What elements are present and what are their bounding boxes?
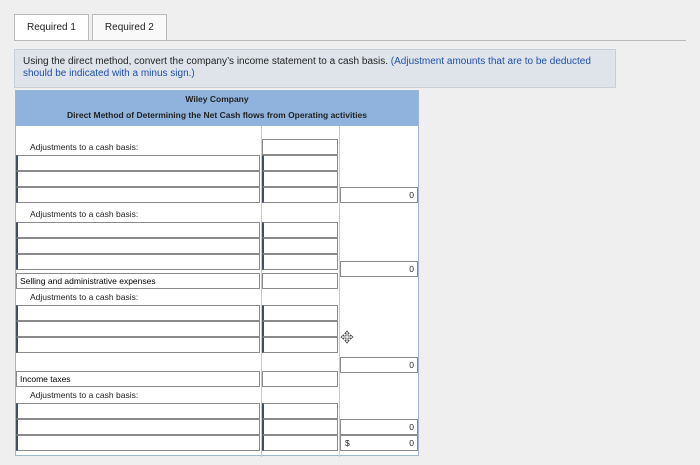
amount-input[interactable] [262, 273, 338, 289]
amount-input[interactable] [262, 171, 338, 187]
net-cash-total-cell [340, 435, 418, 451]
amount-input[interactable] [262, 139, 338, 155]
currency-symbol: $ [345, 438, 350, 448]
net-cash-total-value: 0 [409, 438, 414, 448]
table-row [16, 321, 418, 337]
account-input[interactable] [16, 321, 260, 337]
tab-required-2[interactable]: Required 2 [92, 14, 167, 41]
account-input[interactable] [16, 171, 260, 187]
amount-input[interactable] [262, 187, 338, 203]
subtotal-cell: 0 [340, 187, 418, 203]
table-row [16, 337, 418, 353]
account-input[interactable] [16, 155, 260, 171]
table-row [16, 435, 418, 451]
account-input[interactable] [16, 337, 260, 353]
table-row [16, 257, 418, 273]
table-row [16, 387, 418, 403]
table-row [16, 139, 418, 155]
income-taxes-label[interactable] [16, 371, 260, 387]
amount-input[interactable] [262, 238, 338, 254]
table-row [16, 238, 418, 254]
table-row [16, 171, 418, 187]
table-row [16, 289, 418, 305]
table-row [16, 403, 418, 419]
company-name: Wiley Company [185, 94, 249, 104]
instruction-banner [14, 49, 616, 88]
amount-input[interactable] [262, 321, 338, 337]
adjustments-label: Adjustments to a cash basis: [30, 142, 139, 152]
account-input[interactable] [16, 238, 260, 254]
table-row [16, 419, 418, 435]
worksheet-header [16, 91, 418, 126]
table-row [16, 371, 418, 387]
amount-input[interactable] [262, 435, 338, 451]
adjustments-label: Adjustments to a cash basis: [30, 209, 139, 219]
worksheet-table [15, 90, 419, 456]
account-input[interactable] [16, 222, 260, 238]
account-input[interactable] [16, 435, 260, 451]
amount-input[interactable] [262, 371, 338, 387]
adjustments-label: Adjustments to a cash basis: [30, 292, 139, 302]
table-row [16, 222, 418, 238]
amount-input[interactable] [262, 222, 338, 238]
worksheet-title: Direct Method of Determining the Net Cash flows from Operating activities [67, 110, 367, 120]
table-row [16, 187, 418, 203]
amount-input[interactable] [262, 337, 338, 353]
instruction-text: Using the direct method, convert the company’s income statement to a cash basis. [23, 56, 388, 67]
amount-input[interactable] [262, 419, 338, 435]
subtotal-cell: 0 [340, 261, 418, 277]
tab-bar [14, 14, 167, 41]
table-row [16, 273, 418, 289]
move-arrows-icon [340, 330, 354, 344]
table-row [16, 206, 418, 222]
tab-required-1[interactable]: Required 1 [14, 14, 89, 41]
table-row [16, 155, 418, 171]
account-input[interactable] [16, 403, 260, 419]
tab-divider [14, 40, 686, 41]
table-row [16, 305, 418, 321]
amount-input[interactable] [262, 305, 338, 321]
adjustments-label: Adjustments to a cash basis: [30, 390, 139, 400]
amount-input[interactable] [262, 155, 338, 171]
subtotal-cell: 0 [340, 357, 418, 373]
instruction-note: (Adjustment amounts that are to be deducted should be indicated with a minus sign.) [23, 56, 591, 79]
account-input[interactable] [16, 305, 260, 321]
account-input[interactable] [16, 187, 260, 203]
account-input[interactable] [16, 419, 260, 435]
amount-input[interactable] [262, 403, 338, 419]
selling-admin-label[interactable] [16, 273, 260, 289]
subtotal-cell: 0 [340, 419, 418, 435]
